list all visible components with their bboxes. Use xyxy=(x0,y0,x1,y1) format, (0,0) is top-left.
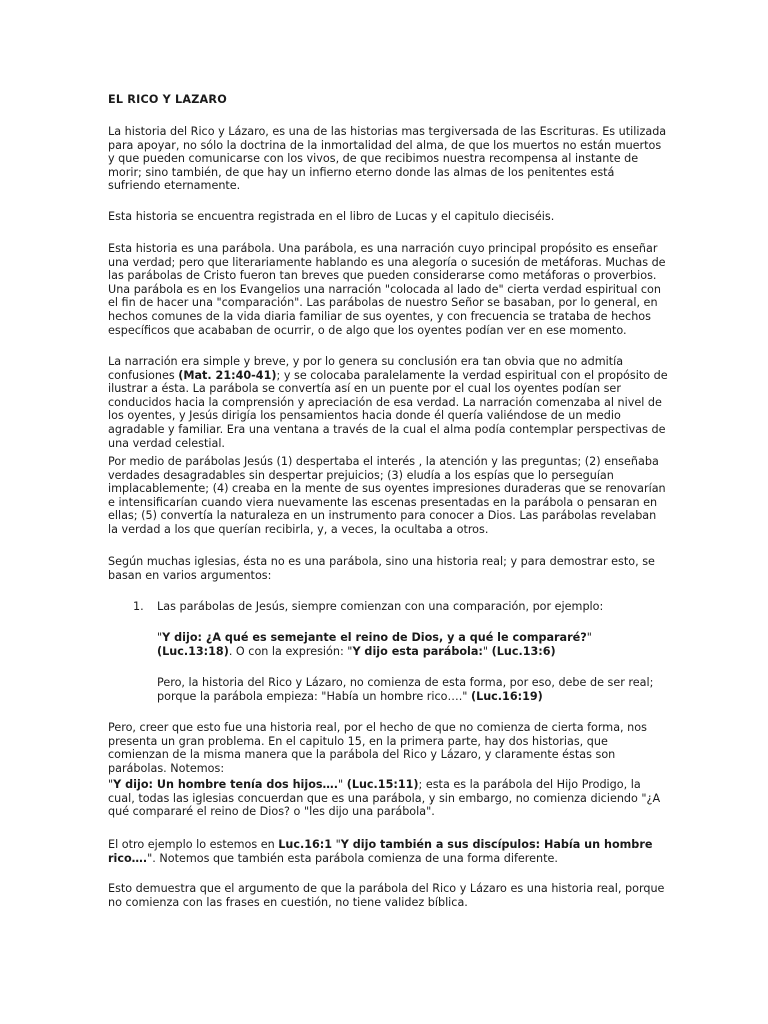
paragraph-conclusion: Esto demuestra que el argumento de que la parábola del Rico y Lázaro es una historia real, porque no comienza con las frases en cuestión, no tiene validez bíblica. xyxy=(108,882,665,909)
quote-rich-man xyxy=(157,676,669,703)
text-run: El otro ejemplo lo estemos en xyxy=(108,838,279,851)
quote-text: Y dijo: Un hombre tenía dos hijos…. xyxy=(113,778,338,791)
scripture-reference: (Luc.13:18) xyxy=(157,644,229,658)
text-run: " xyxy=(482,644,492,658)
text-run: Pero, la historia del Rico y Lázaro, no comienza de esta forma, por eso, debe de ser real; porque la parábola empieza: "Había un hombre rico…." xyxy=(157,676,654,703)
quote-text: Y dijo: ¿A qué es semejante el reino de Dios, y a qué le compararé? xyxy=(162,631,587,644)
paragraph-source: Esta historia se encuentra registrada en el libro de Lucas y el capitulo dieciséis. xyxy=(108,210,555,223)
paragraph-purposes: Por medio de parábolas Jesús (1) despertaba el interés , la atención y las preguntas; (2) enseñaba verdades desagradables sin despertar prejuicios; (3) eludía a los espías que lo perseguían implacablemente; (4) creaba en la mente de sus oyentes impresiones duraderas que se renovarían e intensificarían cuando viera nuevamente las escenas presentadas en la parábola o pensaran en ellas; (5) convertía la naturaleza en un instrumento para conocer a Dios. Las parábolas revelaban la verdad a los que querían recibirla, y, a veces, la ocultaba a otros. xyxy=(108,455,666,536)
list-number: 1. xyxy=(133,600,144,613)
text-run: " xyxy=(338,778,347,791)
paragraph-prodigal-son xyxy=(108,778,668,819)
paragraph-narration xyxy=(108,355,668,450)
document-title: EL RICO Y LAZARO xyxy=(108,93,227,106)
paragraph-parable-definition: Esta historia es una parábola. Una parábola, es una narración cuyo principal propósito es enseñar una verdad; pero que literariamente hablando es una alegoría o sucesión de metáforas. Muchas de las parábolas de Cristo fueron tan breves que pueden considerarse como metáforas o proverbios. Una parábola es en los Evangelios una narración "colocada al lado de" cierta verdad espiritual con el fin de hacer una "comparación". Las parábolas de nuestro Señor se basaban, por lo general, en hechos comunes de la vida diaria familiar de sus oyentes, y con frecuencia se trataba de hechos específicos que acababan de ocurrir, o de algo que los oyentes podían ver en ese momento. xyxy=(108,242,666,337)
scripture-reference: Luc.16:1 xyxy=(278,838,333,851)
text-run: . O con la expresión: " xyxy=(228,644,353,658)
text-run: " xyxy=(157,631,163,644)
text-run: " xyxy=(332,838,341,851)
paragraph-problem: Pero, creer que esto fue una historia real, por el hecho de que no comienza de cierta forma, nos presenta un gran problema. En el capitulo 15, en la primera parte, hay dos historias, que comienzan de la misma manera que la parábola del Rico y Lázaro, y claramente éstas son parábolas. Notemos: xyxy=(108,721,647,775)
list-item: Las parábolas de Jesús, siempre comienzan con una comparación, por ejemplo: xyxy=(157,600,604,613)
scripture-reference: (Luc.13:6) xyxy=(491,644,556,658)
scripture-reference: (Luc.16:19) xyxy=(470,689,543,703)
text-run: " xyxy=(586,631,592,644)
text-run: ; esta es la parábola del Hijo Prodigo, la cual, todas las iglesias concuerdan que es una parábola, y sin embargo, no comienza diciendo "¿A qué compararé el reino de Dios? o "les dijo una parábola". xyxy=(108,778,661,819)
paragraph-other-example xyxy=(108,838,668,865)
scripture-reference: (Mat. 21:40-41) xyxy=(178,368,277,382)
paragraph-intro: La historia del Rico y Lázaro, es una de las historias mas tergiversada de las Escrituras. Es utilizada para apoyar, no sólo la doctrina de la inmortalidad del alma, de que los muertos no están muertos y que pueden comunicarse con los vivos, de que recibimos nuestra recompensa al instante de morir; sino también, de que hay un infierno eterno donde las almas de los penitentes está sufriendo eternamente. xyxy=(108,125,667,193)
text-run: ; y se colocaba paralelamente la verdad espiritual con el propósito de ilustrar a ésta. La parábola se convertía así en un puente por el cual los oyentes podían ser conducidos hacia la comprensión y apreciación de esa verdad. La narración comenzaba al nivel de los oyentes, y Jesús dirigía los pensamientos hacia donde él quería valiéndose de un medio agradable y familiar. Era una ventana a través de la cual el alma podía contemplar perspectivas de una verdad celestial. xyxy=(108,368,668,450)
quote-text: Y dijo también a sus discípulos: Había un hombre rico…. xyxy=(108,838,653,865)
scripture-reference: (Luc.15:11) xyxy=(346,778,419,791)
quote-comparison xyxy=(157,631,669,658)
text-run: La narración era simple y breve, y por lo genera su conclusión era tan obvia que no admitía confusiones xyxy=(108,355,624,382)
text-run: ". Notemos que también esta parábola comienza de una forma diferente. xyxy=(147,851,558,865)
quote-text: Y dijo esta parábola: xyxy=(352,644,483,658)
text-run: " xyxy=(108,778,114,791)
paragraph-churches: Según muchas iglesias, ésta no es una parábola, sino una historia real; y para demostrar esto, se basan en varios argumentos: xyxy=(108,555,655,582)
